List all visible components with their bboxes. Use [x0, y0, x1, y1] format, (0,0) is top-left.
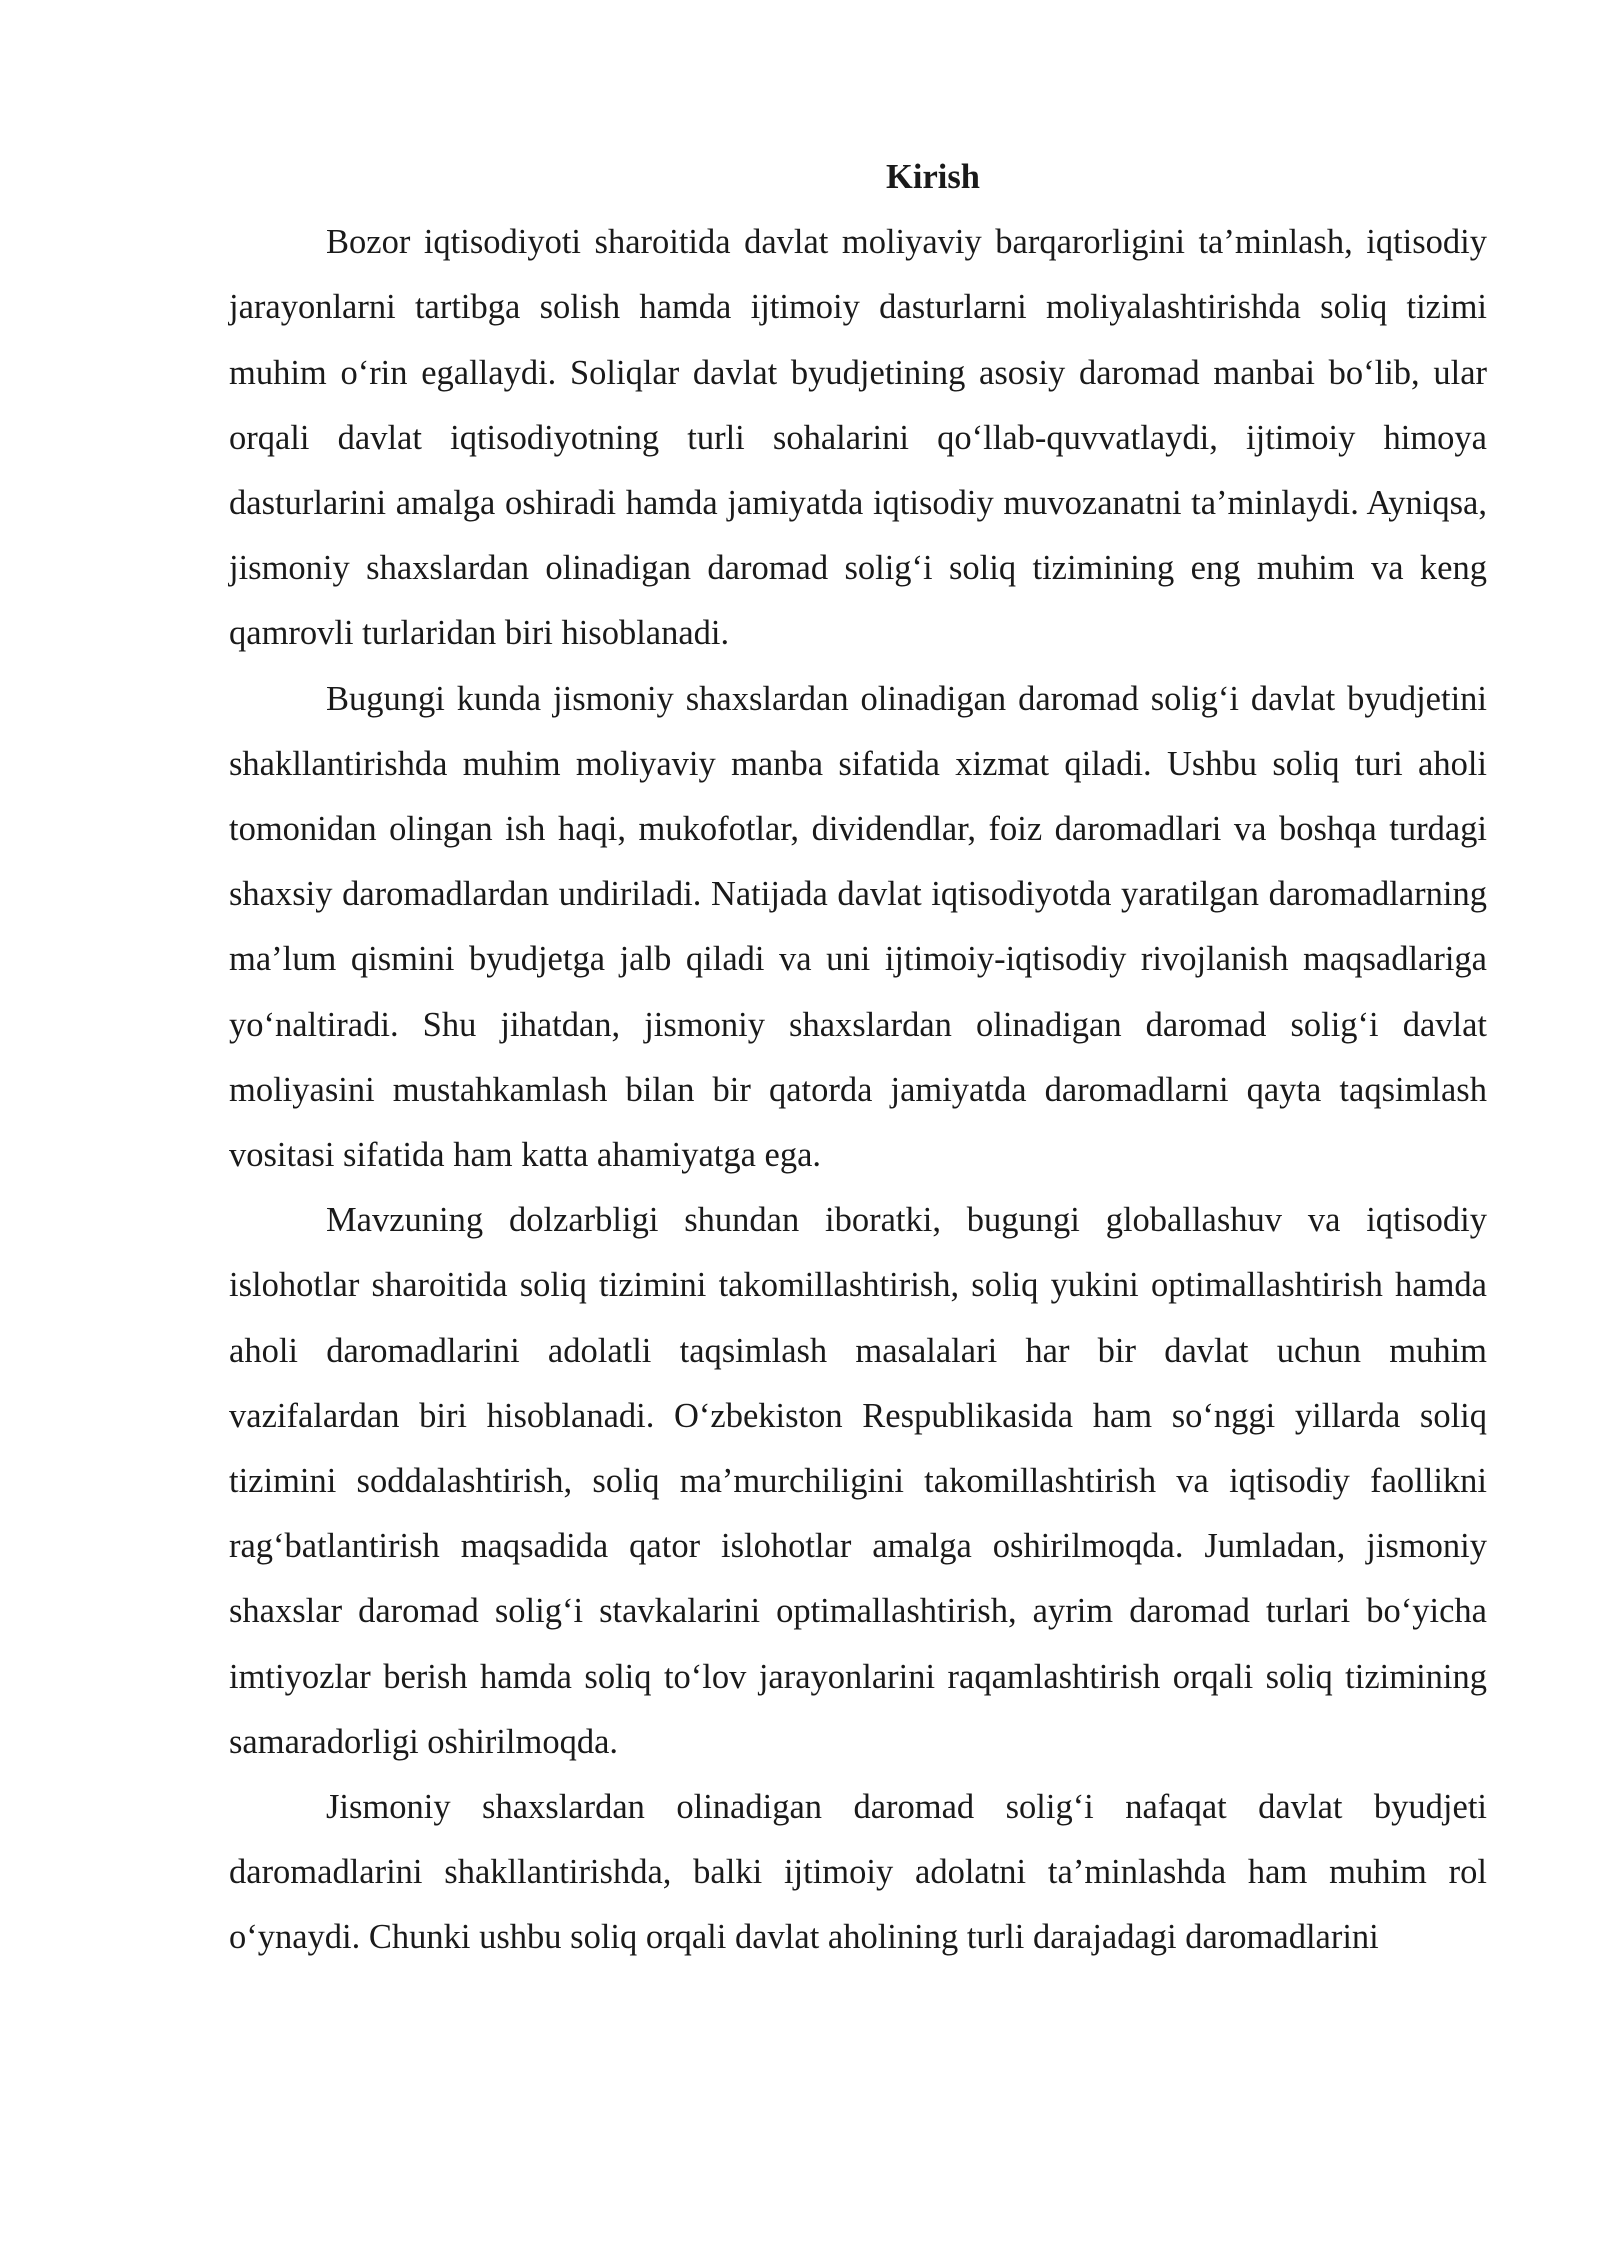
paragraph-3: Mavzuning dolzarbligi shundan iboratki, bugungi globallashuv va iqtisodiy islohotlar sharoitida soliq tizimini takomillashtirish, soliq yukini optimallashtirish hamda aholi daromadlarini adolatli taqsimlash masalalari har bir davlat uchun muhim vazifalardan biri hisoblanadi. O‘zbekiston Respublikasida ham so‘nggi yillarda soliq tizimini soddalashtirish, soliq ma’murchiligini takomillashtirish va iqtisodiy faollikni rag‘batlantirish maqsadida qator islohotlar amalga oshirilmoqda. Jumladan, jismoniy shaxslar daromad solig‘i stavkalarini optimallashtirish, ayrim daromad turlari bo‘yicha imtiyozlar berish hamda soliq to‘lov jarayonlarini raqamlashtirish orqali soliq tizimining samaradorligi oshirilmoqda. — [229, 1201, 1487, 1761]
page-title: Kirish — [886, 158, 980, 196]
paragraph-2: Bugungi kunda jismoniy shaxslardan olinadigan daromad solig‘i davlat byudjetini shakllantirishda muhim moliyaviy manba sifatida xizmat qiladi. Ushbu soliq turi aholi tomonidan olingan ish haqi, mukofotlar, dividendlar, foiz daromadlari va boshqa turdagi shaxsiy daromadlardan undiriladi. Natijada davlat iqtisodiyotda yaratilgan daromadlarning ma’lum qismini byudjetga jalb qiladi va uni ijtimoiy-iqtisodiy rivojlanish maqsadlariga yo‘naltiradi. Shu jihatdan, jismoniy shaxslardan olinadigan daromad solig‘i davlat moliyasini mustahkamlash bilan bir qatorda jamiyatda daromadlarni qayta taqsimlash vositasi sifatida ham katta ahamiyatga ega. — [229, 679, 1487, 1175]
paragraph-4: Jismoniy shaxslardan olinadigan daromad solig‘i nafaqat davlat byudjeti daromadlarini shakllantirishda, balki ijtimoiy adolatni ta’minlashda ham muhim rol o‘ynaydi. Chunki ushbu soliq orqali davlat aholining turli darajadagi daromadlarini — [229, 1788, 1487, 1957]
document-body — [229, 145, 1487, 1971]
paragraph-1: Bozor iqtisodiyoti sharoitida davlat moliyaviy barqarorligini ta’minlash, iqtisodiy jarayonlarni tartibga solish hamda ijtimoiy dasturlarni moliyalashtirishda soliq tizimi muhim o‘rin egallaydi. Soliqlar davlat byudjetining asosiy daromad manbai bo‘lib, ular orqali davlat iqtisodiyotning turli sohalarini qo‘llab-quvvatlaydi, ijtimoiy himoya dasturlarini amalga oshiradi hamda jamiyatda iqtisodiy muvozanatni ta’minlaydi. Ayniqsa, jismoniy shaxslardan olinadigan daromad solig‘i soliq tizimining eng muhim va keng qamrovli turlaridan biri hisoblanadi. — [229, 223, 1487, 653]
